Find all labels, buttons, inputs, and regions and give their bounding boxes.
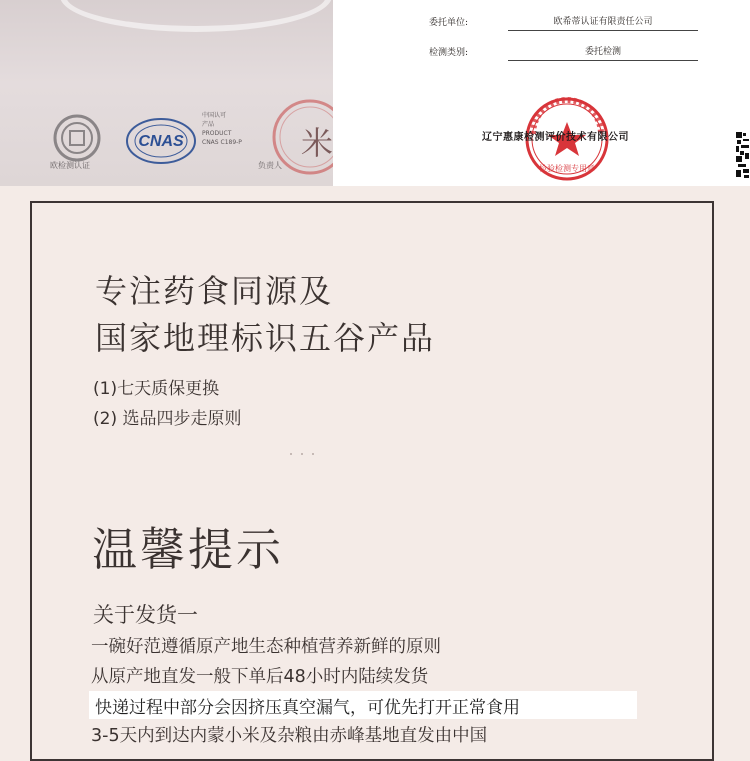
headline-line-2: 国家地理标识五谷产品	[95, 319, 436, 357]
test-report-document	[333, 0, 750, 186]
cnas-accreditation-text	[202, 111, 242, 147]
cnas-text-line: 产品	[202, 121, 215, 128]
shipping-title: 关于发货一	[93, 603, 198, 627]
shipping-highlight-box	[89, 691, 637, 719]
decorative-dots-icon	[287, 452, 317, 456]
cfd-caption: 欧检测认证	[50, 161, 90, 170]
issuer-company: 辽宁惠康检测评价技术有限公司	[482, 132, 629, 143]
cnas-text-line: CNAS C189-P	[202, 139, 242, 146]
seal-caption: 检验检测专用章	[539, 164, 595, 173]
policy-item-2: (2) 选品四步走原则	[93, 409, 242, 429]
qr-code-icon	[735, 131, 750, 179]
shipping-line-2: 从原产地直发一般下单后48小时内陆续发货	[91, 667, 429, 687]
headline-line-1: 专注药食同源及	[95, 272, 334, 310]
client-value: 欧希蒂认证有限责任公司	[508, 14, 698, 31]
photo-glare	[60, 0, 332, 32]
shipping-highlight-text: 快递过程中部分会因挤压真空漏气，可优先打开正常食用	[95, 698, 520, 718]
cnas-logo-text: CNAS	[138, 133, 184, 150]
info-card	[30, 201, 714, 761]
cnas-text-line: PRODUCT	[202, 130, 232, 137]
cnas-text-line: 中国认可	[202, 112, 227, 119]
shipping-line-3: 3-5天内到达内蒙小米及杂粮由赤峰基地直发由中国	[91, 726, 488, 746]
responsible-label: 负责人	[258, 161, 282, 170]
test-type-label: 检测类别:	[429, 48, 469, 58]
certificate-strip	[0, 0, 750, 186]
client-label: 委托单位:	[429, 18, 469, 28]
cfd-logo-icon	[52, 113, 102, 163]
cnas-logo-icon	[125, 117, 197, 165]
policy-item-1: (1)七天质保更换	[93, 379, 220, 399]
shipping-line-1: 一碗好范遵循原产地生态种植营养新鲜的原则	[91, 637, 441, 657]
certificate-photo	[0, 0, 333, 186]
warm-tips-title: 温馨提示	[92, 523, 285, 576]
test-type-value: 委托检测	[508, 44, 698, 61]
signature: 米	[301, 124, 333, 162]
